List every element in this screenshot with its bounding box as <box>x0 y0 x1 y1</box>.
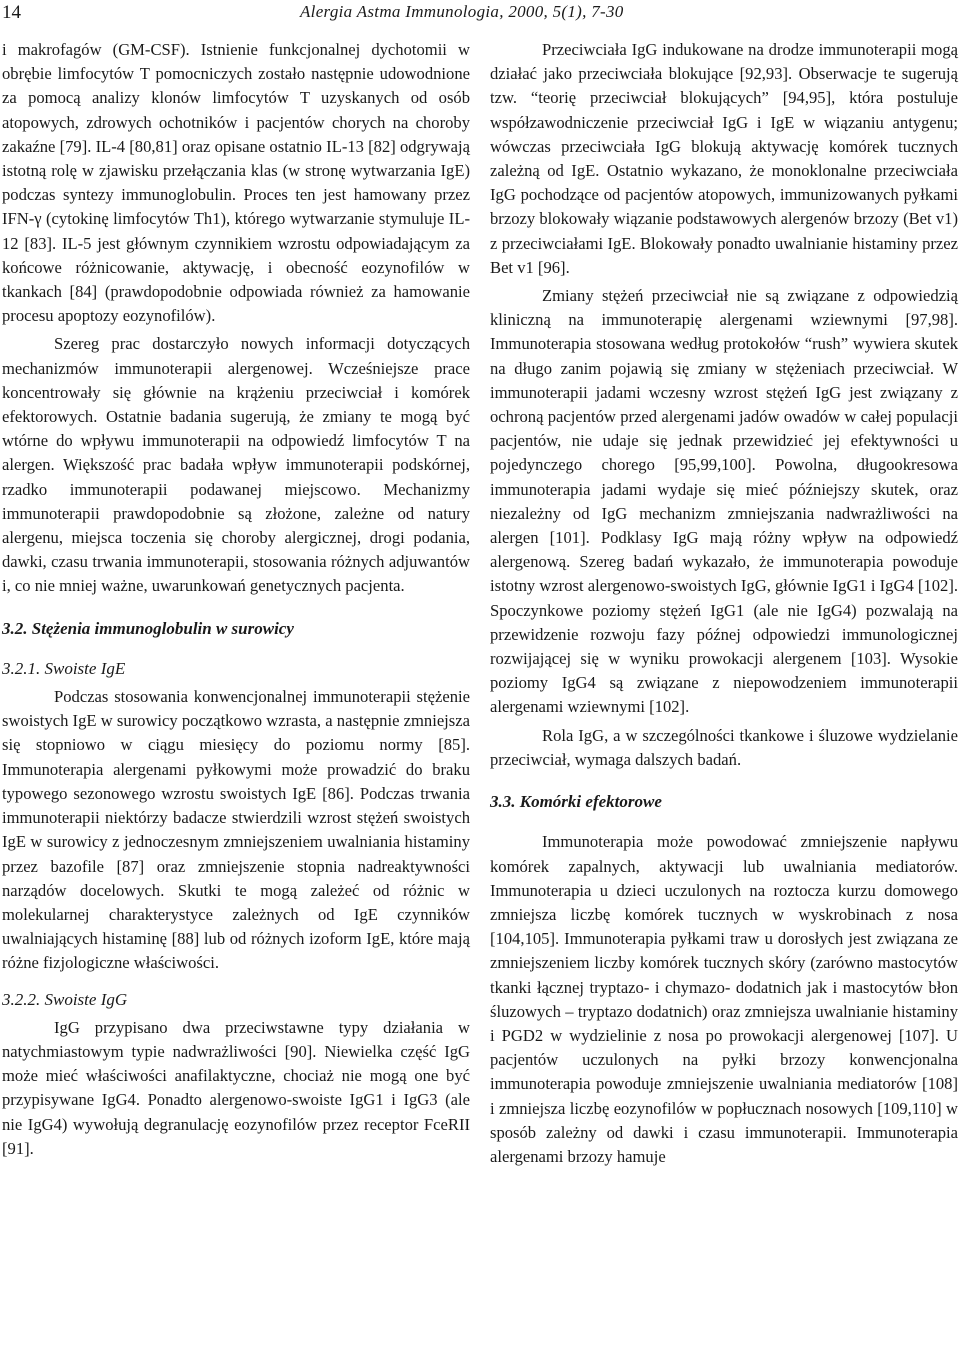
paragraph: Immunoterapia może powodować zmniejszenie napływu komórek zapalnych, aktywacji lub uwalniania mediatorów. Immunoterapia u dzieci uczulonych na roztocza kurzu domowego zmniejsza liczbę komórek tucznych w wyskrobinach z nosa [104,105]. Immunoterapia pyłkami traw u dorosłych jest związana ze zmniejszeniem liczby komórek tucznych skóry (zarówno mastocytów tkanki łącznej tryptazo- i chymazo- dodatnich jak i mastocytów błon śluzowych – tryptazo dodatnich) oraz zmniejsza uwalnianie histaminy i PGD2 w wydzielinie z nosa po prowokacji alergenowej [107]. U pacjentów uczulonych na pyłki brzozy konwencjonalna immunoterapia powoduje zmniejszenie uwalniania mediatorów [108] i zmniejsza liczbę eozynofilów w popłucznach nosowych [109,110] w sposób zależny od dawki i czasu immunoterapii. Immunoterapia alergenami brzozy hamuje <box>490 832 958 1166</box>
paragraph: Szereg prac dostarczyło nowych informacji dotyczących mechanizmów immunoterapii alergenowej. Wcześniejsze prace koncentrowały się głównie na krążeniu przeciwciał i komórek efektorowych. Ostatnie badania sugerują, że zmiany te mogą być wtórne do wpływu immunoterapii na odpowiedź limfocytów T na alergen. Większość prac badała wpływ immunoterapii podskórnej, rzadko immunoterapii podawanej miejscowo. Mechanizmy immunoterapii prawdopodobnie są złożone, zależne od natury alergenu, miejsca toczenia się choroby alergicznej, drogi podania, dawki, czasu trwania immunoterapii, stosowania różnych adjuwantów i, co nie mniej ważne, uwarunkowań genetycznych pacjenta. <box>2 334 470 596</box>
paragraph: i makrofagów (GM-CSF). Istnienie funkcjonalnej dychotomii w obrębie limfocytów T pomocniczych zostało następnie udowodnione za pomocą analizy klonów limfocytów T uzyskanych od osób atopowych, zdrowych ochotników i pacjentów chorych na choroby zakaźne [79]. IL-4 [80,81] oraz opisane ostatnio IL-13 [82] odgrywają istotną rolę w zjawisku przełączania klas (w stronę wytwarzania IgE) podczas syntezy immunoglobulin. Proces ten jest hamowany przez IFN-γ (cytokinę limfocytów Th1), którego wytwarzanie stymuluje IL-12 [83]. IL-5 jest głównym czynnikiem wzrostu odpowiadającym za końcowe różnicowanie, aktywację, i obecność eozynofilów w tkankach [84] (prawdopodobnie odpowiada również za hamowanie procesu apoptozy eozynofilów). <box>2 40 470 326</box>
subsection-heading: 3.2.1. Swoiste IgE <box>2 658 126 678</box>
section-heading: 3.3. Komórki efektorowe <box>490 792 662 812</box>
paragraph: IgG przypisano dwa przeciwstawne typy działania w natychmiastowym typie nadwrażliwości [90]. Niewielka część IgG może mieć właściwości anafilaktyczne, chociaż nie mogą one być przypisywane IgG4. Ponadto alergenowo-swoiste IgG1 i IgG3 (ale nie IgG4) wywołują degranulację eozynofilów przez receptor FceRII [91]. <box>2 1017 470 1158</box>
paragraph: Zmiany stężeń przeciwciał nie są związane z odpowiedzią kliniczną na immunoterapię alergenami wziewnymi [97,98]. Immunoterapia stosowana według protokołów “rush” wywiera skutek na długo zanim pojawią się zmiany w stężeniach przeciwciał. W immunoterapii jadami wczesny wzrost stężeń IgG jest związany z ochroną pacjentów przed alergenami jadów owadów w całej populacji pacjentów, nie udaje się jednak przewidzieć jej efektywności u pojedynczego chorego [95,99,100]. Powolna, długookresowa immunoterapia jadami wydaje się mieć późniejszy skutek, oraz niezależny od IgG mechanizm zmniejszania nadwrażliwości na alergen [101]. Podklasy IgG mają różny wpływ na odpowiedź alergenową. Szereg badań wykazało, że immunoterapia powoduje istotny wzrost alergenowo-swoistych IgG, głównie IgG1 i IgG4 [102]. Spoczynkowe poziomy stężeń IgG1 (ale nie IgG4) pozwalają na przewidzenie rozwoju fazy późnej odpowiedzi immunologicznej rozwijającej się w wyniku prowokacji alergenem [103]. Wysokie poziomy IgG4 są związane z niepowodzeniem immunoterapii alergenami wziewnymi [102]. <box>490 286 958 717</box>
subsection-heading: 3.2.2. Swoiste IgG <box>2 989 128 1009</box>
page-number: 14 <box>2 2 21 23</box>
page-header <box>0 0 960 36</box>
section-heading: 3.2. Stężenia immunoglobulin w surowicy <box>2 618 294 638</box>
left-column <box>2 38 470 1161</box>
paragraph: Rola IgG, a w szczególności tkankowe i śluzowe wydzielanie przeciwciał, wymaga dalszych badań. <box>490 725 958 769</box>
journal-citation: Alergia Astma Immunologia, 2000, 5(1), 7-30 <box>300 2 624 21</box>
paragraph: Przeciwciała IgG indukowane na drodze immunoterapii mogą działać jako przeciwciała blokujące [92,93]. Obserwacje te sugerują tzw. “teorię przeciwciał blokujących” [94,95], która postuluje współzawodniczenie przeciwciał IgG i IgE w wiązaniu antygenu; wówczas przeciwciała IgG blokują aktywację komórek tucznych zależną od IgE. Ostatnio wykazano, że monoklonalne przeciwciała IgG pochodzące od pacjentów atopowych, immunizowanych pyłkami brzozy blokowały wiązanie podstawowych alergenów brzozy (Bet v1) z przeciwciałami IgE. Blokowały ponadto uwalnianie histaminy przez Bet v1 [96]. <box>490 40 958 277</box>
paragraph: Podczas stosowania konwencjonalnej immunoterapii stężenie swoistych IgE w surowicy początkowo wzrasta, a następnie zmniejsza się stopniowo w ciągu miesięcy do poziomu normy [85]. Immunoterapia alergenami pyłkowymi może prowadzić do braku typowego sezonowego wzrostu swoistych IgE [86]. Podczas trwania immunoterapii niektórzy badacze stwierdzili wzrost stężeń swoistych IgE w surowicy z jednoczesnym zmniejszeniem uwalniania histaminy przez bazofile [87] oraz zmniejszenie stopnia nadreaktywności narządów docelowych. Skutki te mogą zależeć od różnic w molekularnej charakterystyce zależnych od IgE czynników uwalniających histaminę [88] lub od różnych izoform IgE, które mają różne fizjologiczne właściwości. <box>2 687 470 973</box>
right-column <box>490 38 958 1169</box>
